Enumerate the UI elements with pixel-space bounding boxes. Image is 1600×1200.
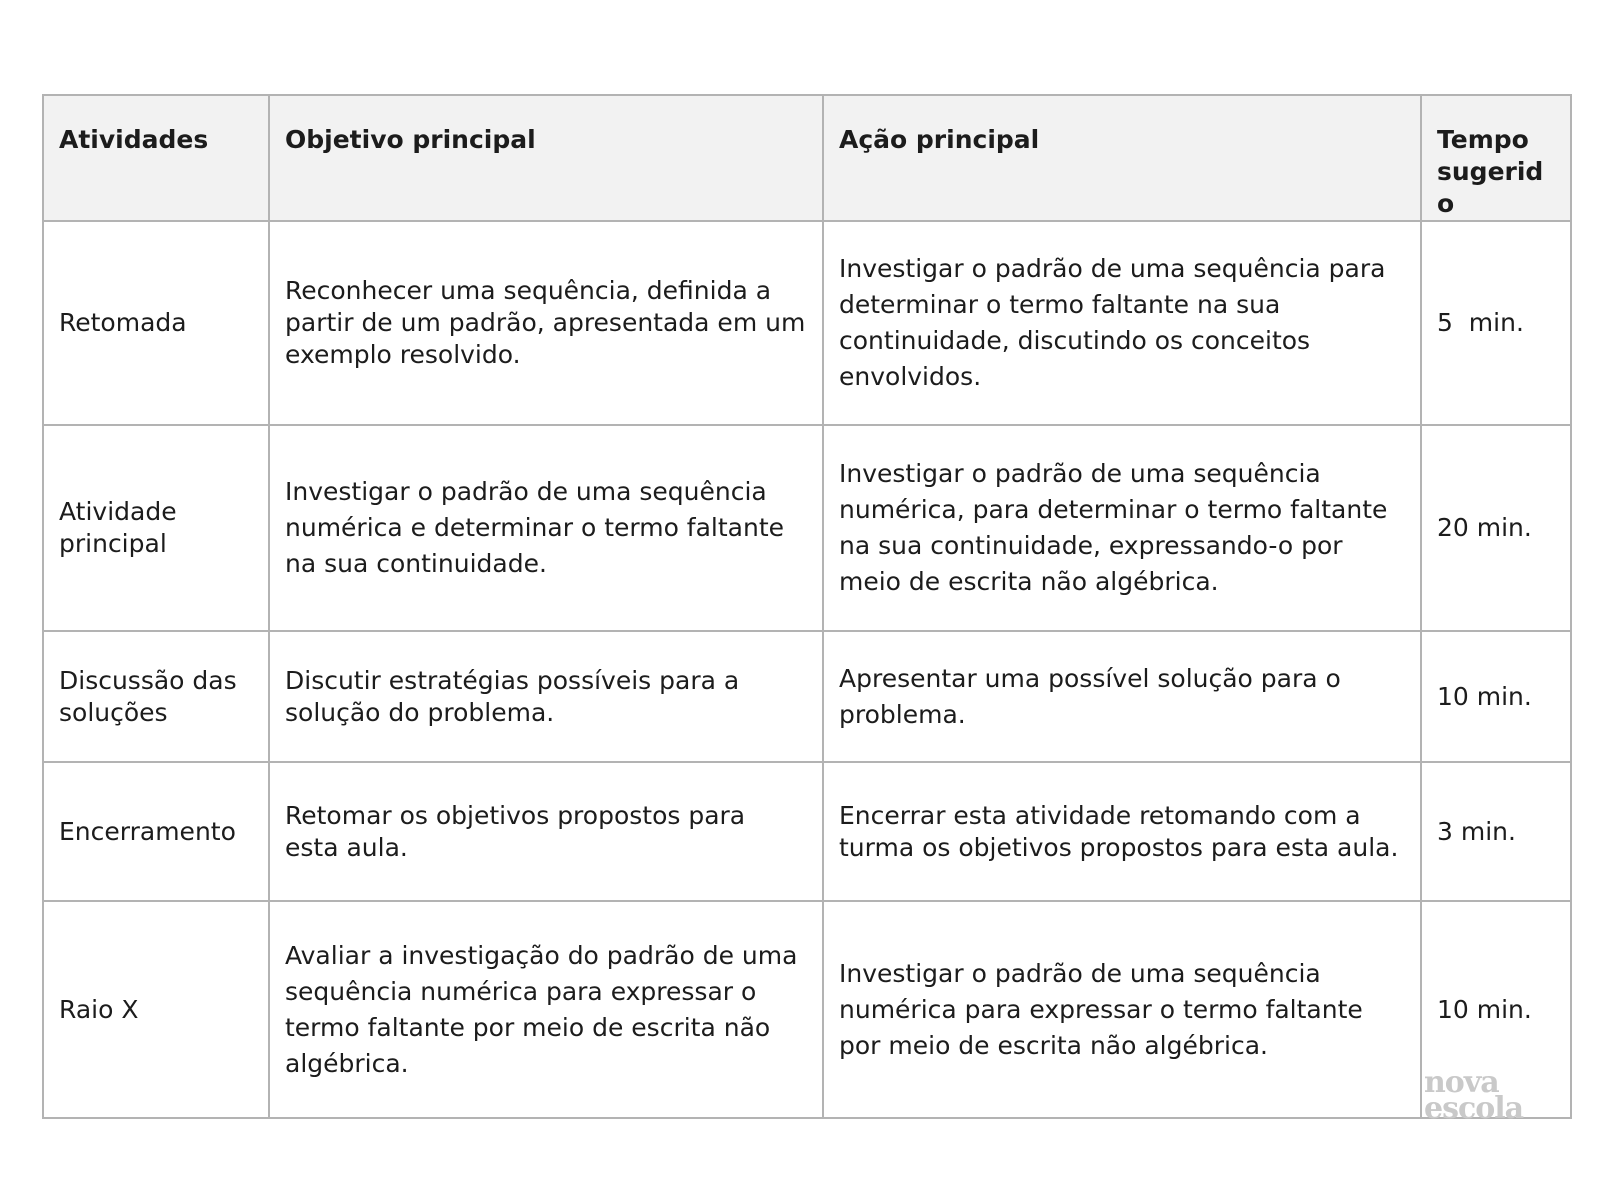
atividade-cell: Discussão das soluções (43, 631, 269, 762)
table-row (43, 221, 1571, 425)
acao-cell: Investigar o padrão de uma sequência numérica, para determinar o termo faltante na sua continuidade, expressando-o por meio de escrita não algébrica. (823, 425, 1421, 631)
objetivo-cell: Discutir estratégias possíveis para a solução do problema. (269, 631, 823, 762)
tempo-cell: 10 min. (1421, 901, 1571, 1118)
tempo-cell: 20 min. (1421, 425, 1571, 631)
tempo-cell: 10 min. (1421, 631, 1571, 762)
table-row (43, 631, 1571, 762)
header-tempo-sugerido: Tempo sugerido (1421, 95, 1571, 221)
acao-cell: Apresentar uma possível solução para o problema. (823, 631, 1421, 762)
atividade-cell: Retomada (43, 221, 269, 425)
objetivo-cell: Investigar o padrão de uma sequência numérica e determinar o termo faltante na sua continuidade. (269, 425, 823, 631)
table-row (43, 425, 1571, 631)
table-header-row (43, 95, 1571, 221)
header-atividades: Atividades (43, 95, 269, 221)
atividade-cell: Encerramento (43, 762, 269, 901)
table-row (43, 762, 1571, 901)
header-objetivo-principal: Objetivo principal (269, 95, 823, 221)
tempo-cell: 5 min. (1421, 221, 1571, 425)
table-row (43, 901, 1571, 1118)
nova-escola-logo (1424, 1065, 1544, 1126)
logo-line-nova: nova (1424, 1065, 1499, 1100)
atividade-cell: Atividade principal (43, 425, 269, 631)
objetivo-cell: Reconhecer uma sequência, definida a partir de um padrão, apresentada em um exemplo resolvido. (269, 221, 823, 425)
logo-line-escola: escola (1424, 1091, 1524, 1126)
acao-cell: Investigar o padrão de uma sequência para determinar o termo faltante na sua continuidade, discutindo os conceitos envolvidos. (823, 221, 1421, 425)
header-acao-principal: Ação principal (823, 95, 1421, 221)
objetivo-cell: Retomar os objetivos propostos para esta aula. (269, 762, 823, 901)
atividade-cell: Raio X (43, 901, 269, 1118)
acao-cell: Investigar o padrão de uma sequência numérica para expressar o termo faltante por meio de escrita não algébrica. (823, 901, 1421, 1118)
acao-cell: Encerrar esta atividade retomando com a turma os objetivos propostos para esta aula. (823, 762, 1421, 901)
objetivo-cell: Avaliar a investigação do padrão de uma sequência numérica para expressar o termo faltante por meio de escrita não algébrica. (269, 901, 823, 1118)
lesson-plan-table (42, 94, 1572, 1119)
tempo-cell: 3 min. (1421, 762, 1571, 901)
